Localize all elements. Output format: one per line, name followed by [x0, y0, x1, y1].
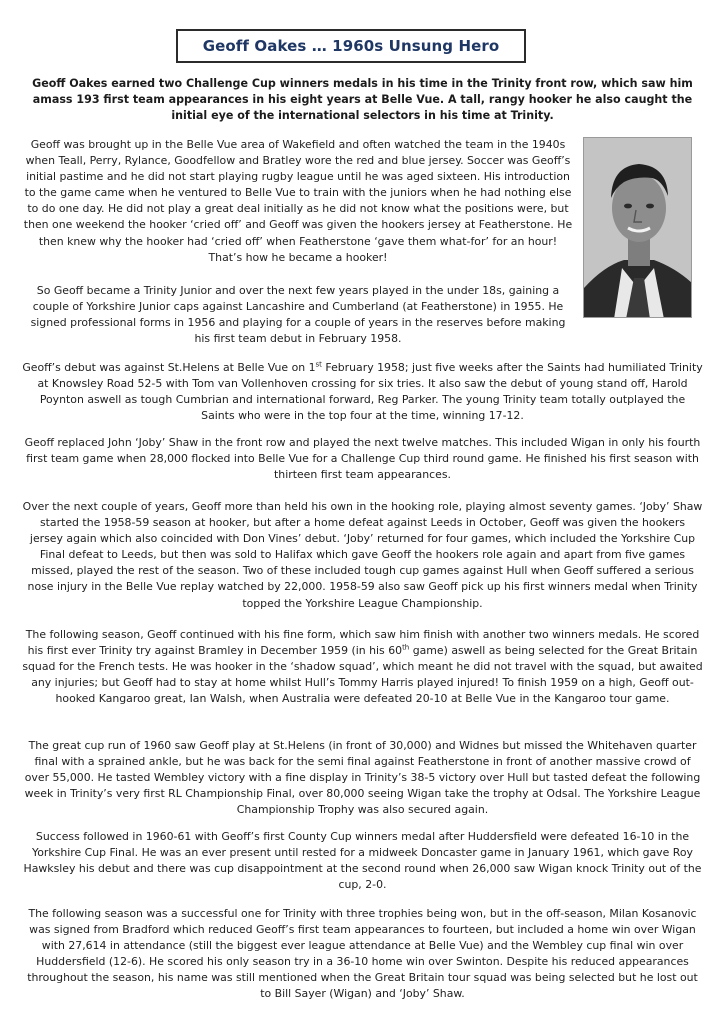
paragraph-junior-years: So Geoff became a Trinity Junior and over the next few years played in the under 18s, gaining a couple of Yorkshire Junior caps against Lancashire and Cumberland (at Featherstone) in 1955. He signed professional forms in 1956 and playing for a couple of years in the reserves before making his first team debut in February 1958. — [30, 284, 566, 346]
paragraph-kosanovic: The following season was a successful one for Trinity with three trophies being won, but in the off-season, Milan Kosanovic was signed from Bradford which reduced Geoff’s first team appearances to fourteen, but included a home win over Wigan with 27,614 in attendance (still the biggest ever league attendance at Belle Vue) and the Wembley cup final win over Huddersfield (12-6). He scored his only season try in a 36-10 home win over Swinton. Despite his reduced appearances throughout the season, his name was still mentioned when the Great Britain tour squad was being selected but he lost out to Bill Sayer (Wigan) and ‘Joby’ Shaw. — [27, 907, 698, 1001]
paragraph-following-season: The following season, Geoff continued with his fine form, which saw him finish with another two winners medals. He scored his first ever Trinity try against Bramley in December 1959 (in his 60th game) aswell as being selected for the Great Britain squad for the French tests. He was hooker in the ‘shadow squad’, which meant he did not travel with the squad, but awaited any injuries; but Geoff had to stay at home whilst Hull’s Tommy Harris played injured! To finish 1959 on a high, Geoff out-hooked Kangaroo great, Ian Walsh, when Australia were defeated 20-10 at Belle Vue in the Kangaroo tour game. — [22, 628, 703, 706]
title-box — [176, 29, 526, 63]
paragraph-cup-run-1960: The great cup run of 1960 saw Geoff play at St.Helens (in front of 30,000) and Widnes but missed the Whitehaven quarter final with a sprained ankle, but he was back for the semi final against Featherstone in front of another massive crowd of over 55,000. He tasted Wembley victory with a fine display in Trinity’s 38-5 victory over Hull but tasted defeat the following week in Trinity’s very first RL Championship Final, over 80,000 seeing Wigan take the trophy at Odsal. The Yorkshire League Championship Trophy was also secured again. — [24, 739, 701, 817]
page-title: Geoff Oakes … 1960s Unsung Hero — [202, 37, 500, 55]
paragraph-debut-text: Geoff’s debut was against St.Helens at Belle Vue on 1st February 1958; just five weeks after the Saints had humiliated Trinity at Knowsley Road 52-5 with Tom van Vollenhoven crossing for six tries. It also saw the debut of young stand off, Harold Poynton aswell as tough Cumbrian and international forward, Reg Parker. The young Trinity team totally outplayed the Saints who were in the top four at the time, winning 17-12. — [22, 360, 703, 423]
paragraph-hooking-role: Over the next couple of years, Geoff more than held his own in the hooking role, playing almost seventy games. ‘Joby’ Shaw started the 1958-59 season at hooker, but after a home defeat against Leeds in October, Geoff was given the hookers jersey again which also coincided with Don Vines’ debut. ‘Joby’ returned for four games, which included the Yorkshire Cup Final defeat to Leeds, but then was sold to Halifax which gave Geoff the hookers role again and apart from five games missed, played the rest of the season. Two of these included tough cup games against Hull when Geoff suffered a serious nose injury in the Belle Vue replay watched by 22,000. 1958-59 also saw Geoff pick up his first winners medal when Trinity topped the Yorkshire League Championship. — [22, 500, 703, 610]
intro-summary: Geoff Oakes earned two Challenge Cup winners medals in his time in the Trinity front row, which saw him amass 193 first team appearances in his eight years at Belle Vue. A tall, rangy hooker he also caught the initial eye of the international selectors in his time at Trinity. — [32, 77, 693, 122]
paragraph-county-cup: Success followed in 1960-61 with Geoff’s first County Cup winners medal after Huddersfield were defeated 16-10 in the Yorkshire Cup Final. He was an ever present until rested for a midweek Doncaster game in January 1961, which gave Roy Hawksley his debut and there was cup disappointment at the second round when 26,000 saw Wigan knock Trinity out of the cup, 2-0. — [23, 830, 702, 892]
paragraph-early-life: Geoff was brought up in the Belle Vue area of Wakefield and often watched the team in the 1940s when Teall, Perry, Rylance, Goodfellow and Bratley wore the red and blue jersey. Soccer was Geoff’s initial pastime and he did not start playing rugby league until he was aged sixteen. His introduction to the game came when he ventured to Belle Vue to train with the juniors when he had nothing else to do one day. He did not play a great deal initially as he did not know what the positions were, but then one weekend the hooker ‘cried off’ and Geoff was given the hookers jersey at Featherstone. He then knew why the hooker had ‘cried off’ when Featherstone ‘gave them what-for’ for an hour! That’s how he became a hooker! — [23, 138, 573, 264]
portrait-photo — [583, 137, 692, 318]
paragraph-front-row: Geoff replaced John ‘Joby’ Shaw in the front row and played the next twelve matches. This included Wigan in only his fourth first team game when 28,000 flocked into Belle Vue for a Challenge Cup third round game. He finished his first season with thirteen first team appearances. — [24, 436, 701, 482]
paragraph-debut — [22, 360, 703, 424]
portrait-photo-icon — [584, 138, 692, 318]
